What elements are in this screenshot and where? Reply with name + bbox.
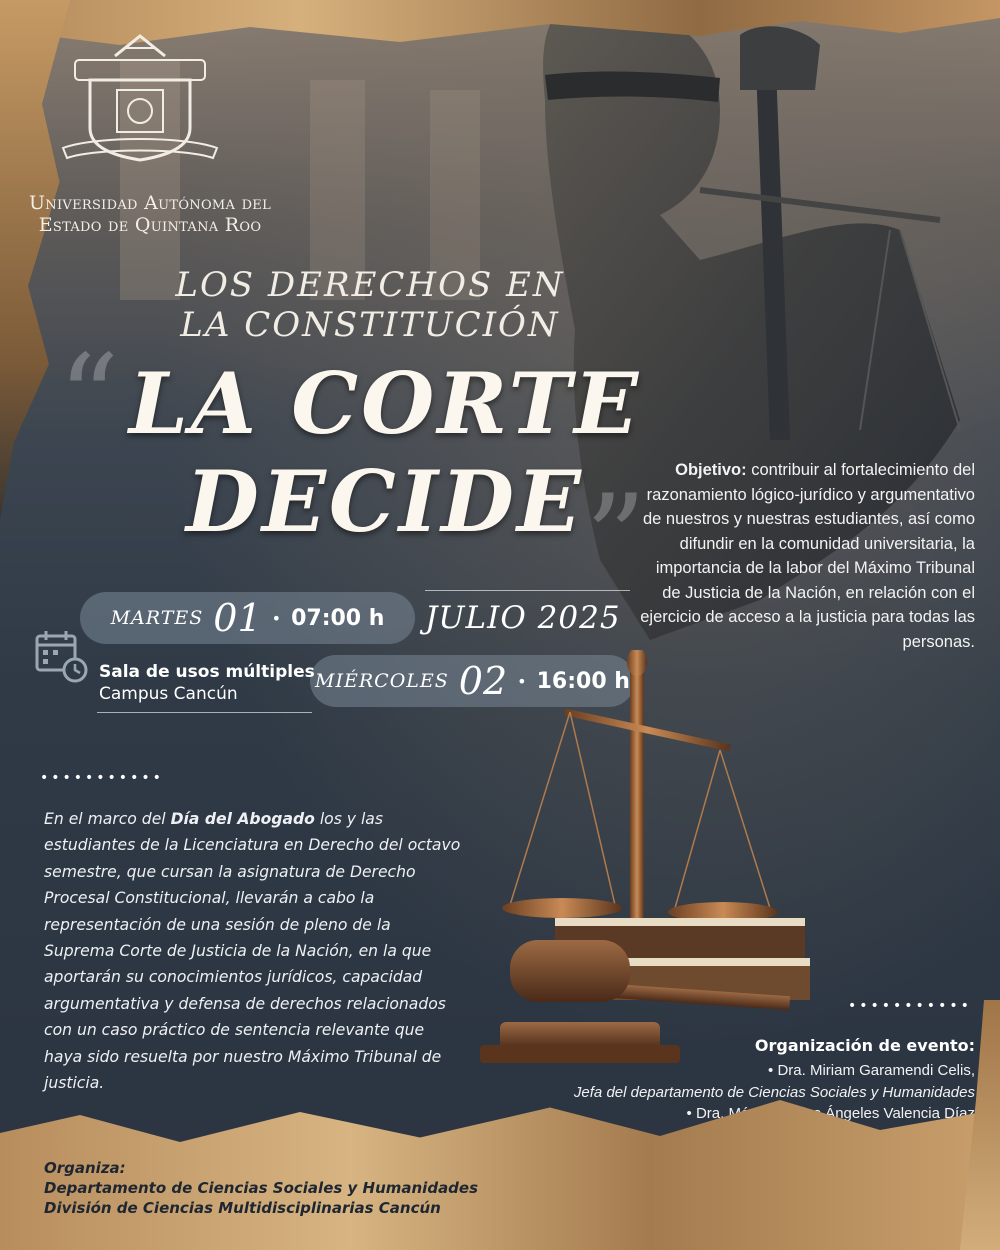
subtitle-line2: LA CONSTITUCIÓN [180, 305, 560, 345]
day2-name: MIÉRCOLES [315, 670, 449, 692]
university-name [20, 192, 280, 236]
description-text: los y las estudiantes de la Licenciatura en Derecho del octavo semestre, que cursan la asignatura de Derecho Procesal Constitucional, llevarán a cabo la representación de una sesión de pleno de la Suprema Corte de Justicia de la Nación, en la que aportarán su conocimientos jurídicos, capacidad argumentativa y defensa de derechos relacionados con un caso práctico de sentencia relevante que haya sido resuelta por nuestro Máximo Tribunal de justicia. [44, 810, 461, 1093]
event-subtitle [160, 265, 580, 345]
schedule-day1 [80, 592, 415, 644]
quote-close-mark: ” [585, 470, 647, 609]
university-name-line1: Universidad Autónoma del [28, 192, 272, 214]
description-intro: En el marco del [44, 810, 171, 828]
organiza-line2: División de Ciencias Multidisciplinarias Cancún [44, 1199, 441, 1217]
decorative-dots: ••••••••••• [40, 770, 164, 786]
organiza-line1: Departamento de Ciencias Sociales y Humanidades [44, 1179, 479, 1197]
divider-line [97, 712, 312, 713]
divider-line [425, 590, 630, 591]
day2-time: 16:00 h [536, 668, 630, 694]
day2-number: 02 [458, 659, 508, 703]
organizer-credits [44, 1158, 604, 1218]
venue-room: Sala de usos múltiples [99, 662, 315, 682]
objective-label: Objetivo: [675, 461, 747, 479]
venue-campus: Campus Cancún [99, 684, 238, 704]
day1-time: 07:00 h [291, 605, 385, 631]
day1-name: MARTES [110, 607, 204, 629]
member-name: • Dra. Miriam Garamendi Celis, [768, 1062, 975, 1079]
title-line2: DECIDE [186, 452, 584, 551]
scales-of-justice [470, 650, 810, 1070]
subtitle-line1: LOS DERECHOS EN [175, 265, 565, 305]
month-year: JULIO 2025 [425, 600, 621, 636]
title-line1: LA CORTE [128, 354, 642, 453]
objective-paragraph [640, 458, 975, 654]
objective-text: contribuir al fortalecimiento del razonamiento lógico-jurídico y argumentativo de nuestros y nuestras estudiantes, así como difundir en la comunidad universitaria, la importancia de la labor del Máximo Tribunal de Justicia de la Nación, en relación con el ejercicio de acceso a la justicia para todas las personas. [640, 461, 975, 651]
organization-title: Organización de evento: [754, 1036, 975, 1055]
calendar-clock-icon [33, 628, 91, 686]
decorative-dots: ••••••••••• [848, 998, 972, 1014]
event-description [44, 806, 464, 1096]
separator-dot: • [517, 671, 527, 691]
university-crest [55, 28, 225, 168]
day1-number: 01 [213, 596, 262, 640]
university-name-line2: Estado de Quintana Roo [38, 214, 262, 236]
member-name: • Dra. Mónica de los Ángeles Valencia Díaz [686, 1105, 975, 1122]
organiza-label: Organiza: [44, 1159, 126, 1177]
separator-dot: • [271, 608, 282, 628]
quote-open-mark: “ [58, 330, 120, 469]
description-highlight: Día del Abogado [170, 810, 315, 828]
member-role: Jefa del departamento de Ciencias Sociales y Humanidades [573, 1083, 975, 1101]
